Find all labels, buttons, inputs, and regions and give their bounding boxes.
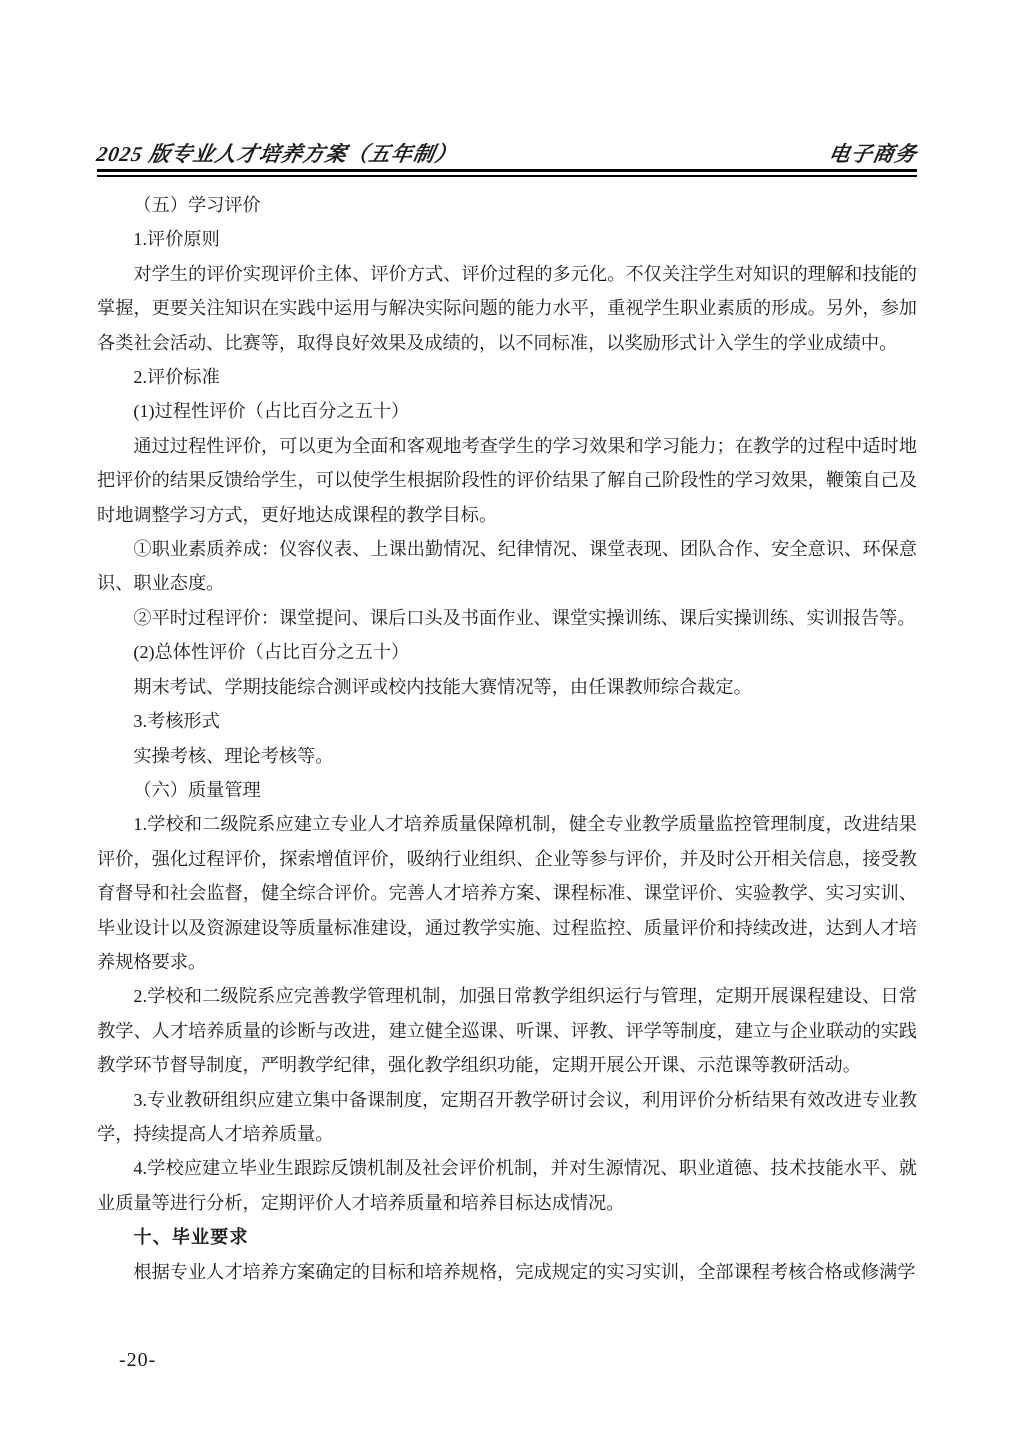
section-6-heading: （六）质量管理: [133, 779, 261, 800]
section-5-heading: （五）学习评价: [133, 195, 261, 215]
header-document-title: 2025 版专业人才培养方案（五年制）: [94, 142, 460, 166]
quality-management-2-paragraph: 2.学校和二级院系应完善教学管理机制，加强日常教学组织运行与管理，定期开展课程建设、日常教学、人才培养质量的诊断与改进，建立健全巡课、听课、评教、评学等制度，建立与企业联动的实践教学环节督导制度，严明教学纪律，强化教学组织功能，定期开展公开课、示范课等教研活动。: [97, 986, 917, 1076]
quality-management-3-paragraph: 3.专业教研组织应建立集中备课制度，定期召开教学研讨会议，利用评价分析结果有效改进专业教学，持续提高人才培养质量。: [97, 1089, 917, 1144]
quality-management-4-paragraph: 4.学校应建立毕业生跟踪反馈机制及社会评价机制，并对生源情况、职业道德、技术技能水平、就业质量等进行分析，定期评价人才培养质量和培养目标达成情况。: [97, 1158, 917, 1213]
header-double-rule: [97, 169, 917, 177]
evaluation-principles-paragraph: 对学生的评价实现评价主体、评价方式、评价过程的多元化。不仅关注学生对知识的理解和技能的掌握，更要关注知识在实践中运用与解决实际问题的能力水平，重视学生职业素质的形成。另外，参加各类社会活动、比赛等，取得良好效果及成绩的，以不同标准，以奖励形式计入学生的学业成绩中。: [97, 263, 917, 353]
quality-management-1-paragraph: 1.学校和二级院系应建立专业人才培养质量保障机制，健全专业教学质量监控管理制度，改进结果评价，强化过程评价，探索增值评价，吸纳行业组织、企业等参与评价，并及时公开相关信息，接受教育督导和社会监督，健全综合评价。完善人才培养方案、课程标准、课堂评价、实验教学、实习实训、毕业设计以及资源建设等质量标准建设，通过教学实施、过程监控、质量评价和持续改进，达到人才培养规格要求。: [97, 814, 917, 972]
item-1-evaluation-principles-heading: 1.评价原则: [133, 229, 220, 250]
assessment-form-paragraph: 实操考核、理论考核等。: [133, 745, 334, 766]
item-3-assessment-form-heading: 3.考核形式: [133, 711, 220, 732]
section-10-graduation-heading: 十、毕业要求: [133, 1227, 249, 1248]
item-2-evaluation-standards-heading: 2.评价标准: [133, 367, 220, 388]
page-number: -20-: [119, 1349, 157, 1371]
page-header: [94, 138, 919, 168]
daily-process-evaluation-paragraph: ②平时过程评价：课堂提问、课后口头及书面作业、课堂实操训练、课后实操训练、实训报告等。: [133, 607, 916, 628]
overall-evaluation-paragraph: 期末考试、学期技能综合测评或校内技能大赛情况等，由任课教师综合裁定。: [133, 676, 752, 697]
overall-evaluation-heading: (2)总体性评价（占比百分之五十）: [133, 642, 410, 663]
header-major-name: 电子商务: [826, 142, 919, 166]
process-evaluation-paragraph: 通过过程性评价，可以更为全面和客观地考查学生的学习效果和学习能力；在教学的过程中适时地把评价的结果反馈给学生，可以使学生根据阶段性的评价结果了解自己阶段性的学习效果，鞭策自己及时地调整学习方式，更好地达成课程的教学目标。: [97, 435, 917, 525]
professional-quality-paragraph: ①职业素质养成：仪容仪表、上课出勤情况、纪律情况、课堂表现、团队合作、安全意识、环保意识、职业态度。: [97, 539, 917, 594]
document-body: [97, 188, 917, 1289]
process-evaluation-heading: (1)过程性评价（占比百分之五十）: [133, 401, 410, 422]
graduation-requirements-paragraph: 根据专业人才培养方案确定的目标和培养规格，完成规定的实习实训，全部课程考核合格或修满学: [133, 1261, 916, 1282]
